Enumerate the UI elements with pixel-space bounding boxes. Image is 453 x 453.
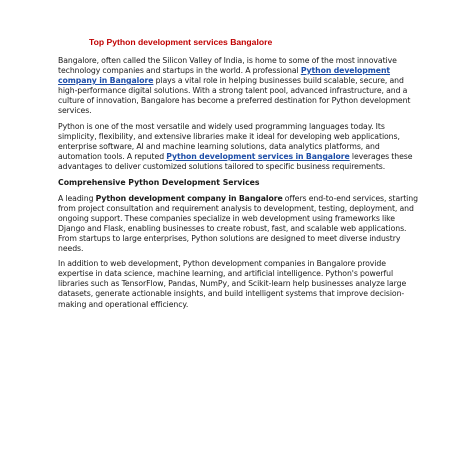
python-company-link[interactable]: Python development company in Bangalore <box>58 66 391 86</box>
python-services-link[interactable]: Python development services in Bangalore <box>166 151 350 161</box>
services-text-end: offers end-to-end services, starting from project consultation and requirement analysis to development, testing, deployment, and ongoing support. These companies specialize in web development using frameworks like Django and Flask, enabling businesses to create robust, fast, and scalable web applications. From startups to large enterprises, Python solutions are designed to meet diverse industry needs. <box>58 193 418 253</box>
document-page <box>58 37 418 315</box>
services-paragraph <box>58 194 418 254</box>
company-keyword: Python development company in Bangalore <box>95 193 283 203</box>
data-science-paragraph: In addition to web development, Python development companies in Bangalore provide expertise in data science, machine learning, and artificial intelligence. Python's powerful libraries such as TensorFlow, Pandas, NumPy, and Scikit-learn help businesses analyze large datasets, generate actionable insights, and build intelligent systems that improve decision-making and operational efficiency. <box>58 259 407 309</box>
services-text-start: A leading <box>58 193 96 203</box>
overview-text-end: leverages these advantages to deliver customized solutions tailored to specific business requirements. <box>58 151 413 171</box>
intro-paragraph <box>58 56 418 116</box>
section-heading: Comprehensive Python Development Services <box>58 177 260 187</box>
overview-text-start: Python is one of the most versatile and widely used programming languages today. Its simplicity, flexibility, and extensive libraries make it ideal for developing web applications, enterprise software, AI and machine learning solutions, data analytics platforms, and automation tools. A reputed <box>58 121 400 161</box>
document-title: Top Python development services Bangalore <box>89 37 273 47</box>
intro-text-start: Bangalore, often called the Silicon Valley of India, is home to some of the most innovative technology companies and startups in the world. A professional <box>58 56 397 76</box>
python-overview-paragraph <box>58 122 418 172</box>
intro-text-end: plays a vital role in helping businesses build scalable, secure, and high-performance digital solutions. With a strong talent pool, advanced infrastructure, and a culture of innovation, Bangalore has become a preferred destination for Python development services. <box>58 76 411 116</box>
